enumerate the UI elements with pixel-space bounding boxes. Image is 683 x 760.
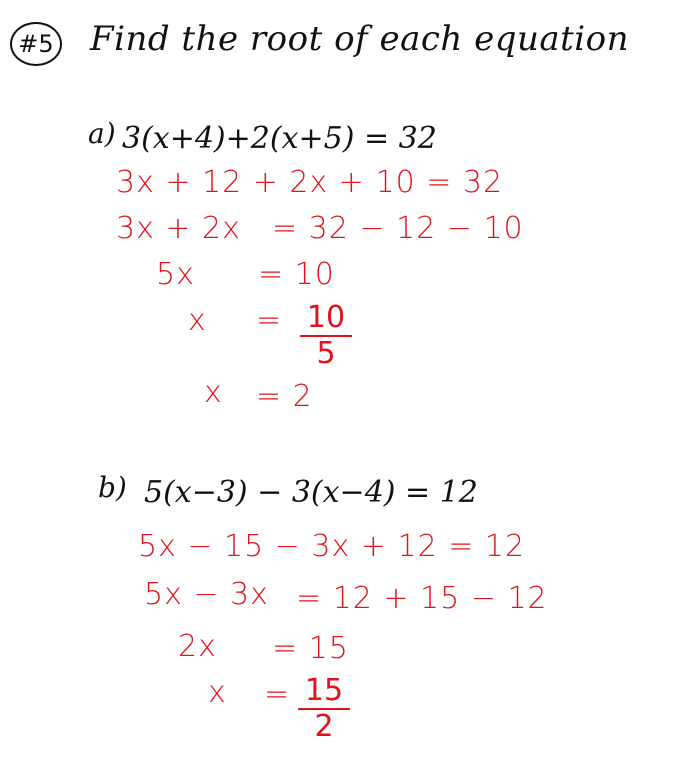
part-b-step-3-left: 2x <box>178 629 217 664</box>
part-a-step-4-equals: = <box>256 303 283 338</box>
part-b-fraction-numerator: 15 <box>304 673 344 708</box>
part-a-step-1: 3x + 12 + 2x + 10 = 32 <box>116 165 504 200</box>
part-a-equation: 3(x+4)+2(x+5) = 32 <box>122 121 437 156</box>
part-b-step-1: 5x − 15 − 3x + 12 = 12 <box>138 529 526 564</box>
part-b-step-3-right: = 15 <box>272 631 349 666</box>
part-a-step-5-right: = 2 <box>256 379 313 414</box>
part-b-step-2-right: = 12 + 15 − 12 <box>296 581 548 616</box>
part-b-fraction-denominator: 2 <box>314 709 334 744</box>
problem-number: #5 <box>18 30 54 58</box>
part-b-step-4-equals: = <box>264 677 291 712</box>
part-a-step-4-left: x <box>188 303 207 338</box>
part-a-step-2-left: 3x + 2x <box>116 211 241 246</box>
part-a-fraction-denominator: 5 <box>316 336 336 371</box>
part-a-step-4-fraction <box>300 300 352 371</box>
problem-title: Find the root of each equation <box>90 19 630 59</box>
part-b-step-2-left: 5x − 3x <box>144 577 269 612</box>
part-a-step-2-right: = 32 − 12 − 10 <box>272 211 524 246</box>
part-b-step-4-left: x <box>208 675 227 710</box>
problem-number-badge <box>10 22 62 66</box>
part-b-step-4-fraction <box>298 673 350 744</box>
part-b-label: b) <box>98 471 127 504</box>
part-a-label: a) <box>88 117 116 150</box>
part-a-step-5-left: x <box>204 375 223 410</box>
part-b-equation: 5(x−3) − 3(x−4) = 12 <box>144 475 478 510</box>
part-a-step-3-left: 5x <box>156 257 195 292</box>
part-a-fraction-numerator: 10 <box>306 300 346 335</box>
part-a-step-3-right: = 10 <box>258 257 335 292</box>
